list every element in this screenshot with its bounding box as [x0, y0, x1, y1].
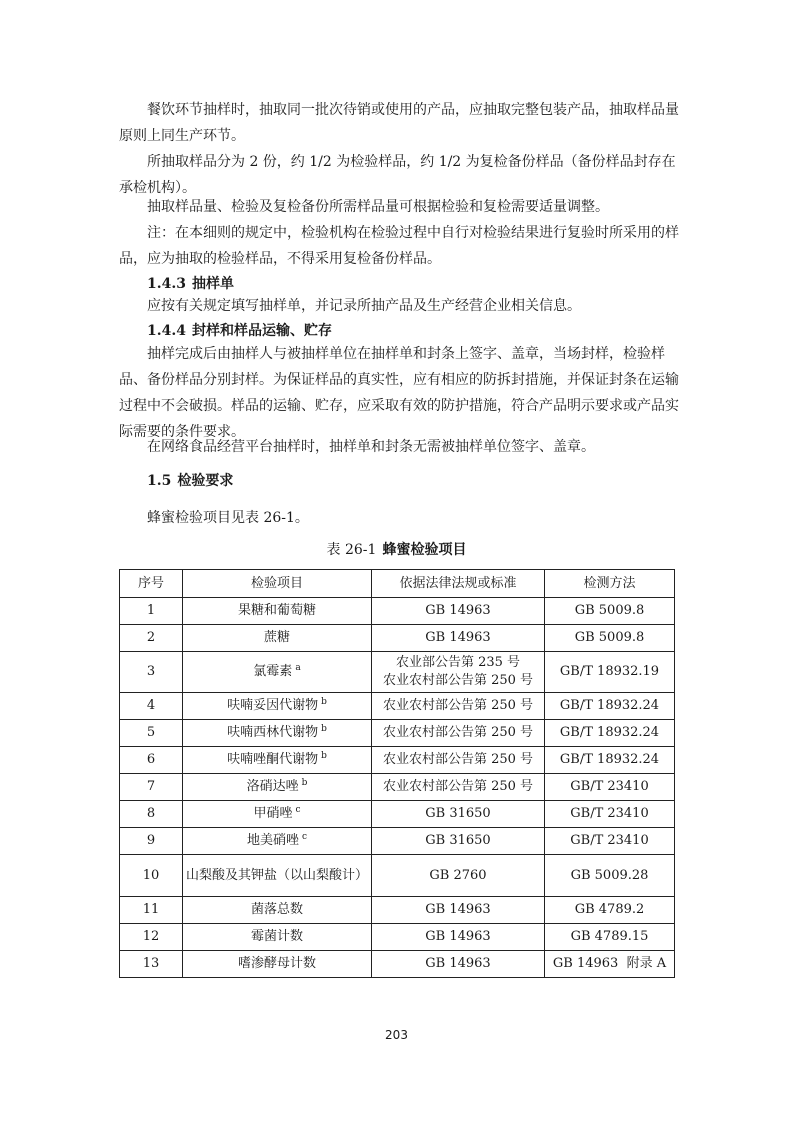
cell-item: [183, 598, 372, 625]
cell-item: [183, 855, 372, 897]
header-item: 检验项目: [183, 570, 372, 598]
table-row: [120, 855, 675, 897]
table-row: [120, 720, 675, 747]
cell-serial: 13: [120, 951, 183, 978]
cell-standard: [372, 598, 545, 625]
item-name: 洛硝达唑: [246, 779, 299, 794]
cell-standard: [372, 855, 545, 897]
cell-method: GB 5009.8: [545, 625, 675, 652]
standard-line: GB 2760: [429, 867, 487, 883]
cell-serial: 11: [120, 897, 183, 924]
cell-method: GB/T 18932.24: [545, 720, 675, 747]
header-standard: 依据法律法规或标准: [372, 570, 545, 598]
cell-method: GB/T 18932.19: [545, 652, 675, 693]
item-name: 霉菌计数: [250, 929, 303, 944]
cell-method: GB 4789.2: [545, 897, 675, 924]
section-title: 抽样单: [191, 276, 234, 292]
cell-method: GB 4789.15: [545, 924, 675, 951]
paragraph-catering-sampling: 餐饮环节抽样时，抽取同一批次待销或使用的产品，应抽取完整包装产品，抽取样品量原则上同生产环节。: [119, 102, 679, 144]
cell-method: GB/T 18932.24: [545, 693, 675, 720]
section-heading-1-5: [147, 468, 233, 494]
cell-item: [183, 801, 372, 828]
footnote-marker: a: [295, 663, 301, 673]
cell-standard: [372, 720, 545, 747]
table-row: [120, 693, 675, 720]
header-method: 检测方法: [545, 570, 675, 598]
section-number: 1.4.3: [147, 276, 186, 292]
cell-standard: [372, 693, 545, 720]
table-row: [120, 625, 675, 652]
cell-item: [183, 693, 372, 720]
standard-line: GB 14963: [425, 603, 491, 618]
table-row: [120, 828, 675, 855]
cell-method: GB/T 18932.24: [545, 747, 675, 774]
item-name: 嗜渗酵母计数: [237, 956, 316, 971]
section-number: 1.4.4: [147, 323, 186, 339]
paragraph-sealing-transport: 抽样完成后由抽样人与被抽样单位在抽样单和封条上签字、盖章，当场封样，检验样品、备份样品分别封样。为保证样品的真实性，应有相应的防拆封措施，并保证封条在运输过程中不会破损。样品的运输、贮存，应采取有效的防护措施，符合产品明示要求或产品实际需要的条件要求。: [119, 346, 679, 440]
cell-standard: [372, 951, 545, 978]
cell-serial: 6: [120, 747, 183, 774]
cell-item: [183, 652, 372, 693]
cell-serial: 12: [120, 924, 183, 951]
item-name: 果糖和葡萄糖: [237, 603, 316, 618]
cell-standard: [372, 625, 545, 652]
cell-standard: [372, 747, 545, 774]
standard-line: GB 31650: [425, 806, 491, 821]
header-serial: 序号: [120, 570, 183, 598]
item-name: 呋喃唑酮代谢物: [227, 752, 319, 767]
cell-method: GB/T 23410: [545, 774, 675, 801]
standard-line: 农业农村部公告第 250 号: [382, 779, 534, 794]
cell-serial: 9: [120, 828, 183, 855]
standard-line: GB 14963: [425, 956, 491, 971]
paragraph-table-reference: 蜂蜜检验项目见表 26-1。: [147, 510, 309, 526]
section-title: 检验要求: [177, 473, 234, 489]
table-row: [120, 774, 675, 801]
paragraph-sampling-form: 应按有关规定填写抽样单，并记录所抽产品及生产经营企业相关信息。: [147, 298, 581, 314]
standard-line: 农业部公告第 235 号: [395, 655, 521, 670]
item-name: 呋喃西林代谢物: [227, 725, 319, 740]
footnote-marker: c: [301, 832, 308, 842]
cell-serial: 4: [120, 693, 183, 720]
cell-standard: [372, 924, 545, 951]
paragraph-online-sampling: 在网络食品经营平台抽样时，抽样单和封条无需被抽样单位签字、盖章。: [147, 439, 595, 455]
table-row: [120, 747, 675, 774]
cell-standard: [372, 801, 545, 828]
table-caption: [0, 540, 793, 560]
item-name: 呋喃妥因代谢物: [227, 698, 319, 713]
cell-item: [183, 828, 372, 855]
cell-item: [183, 924, 372, 951]
standard-line: GB 31650: [425, 833, 491, 848]
item-name: 氯霉素: [253, 664, 293, 679]
section-number: 1.5: [147, 473, 172, 489]
cell-method: GB/T 23410: [545, 801, 675, 828]
cell-method: GB/T 23410: [545, 828, 675, 855]
table-caption-title: 蜂蜜检验项目: [382, 542, 467, 558]
table-row: [120, 652, 675, 693]
cell-serial: 3: [120, 652, 183, 693]
standard-line: GB 14963: [425, 929, 491, 944]
cell-item: [183, 897, 372, 924]
table-header-row: [120, 570, 675, 598]
cell-serial: 8: [120, 801, 183, 828]
paragraph-sample-quantity: 抽取样品量、检验及复检备份所需样品量可根据检验和复检需要适量调整。: [147, 199, 609, 215]
footnote-marker: b: [321, 724, 327, 734]
cell-standard: [372, 774, 545, 801]
cell-method: GB 14963 附录 A: [545, 951, 675, 978]
table-row: [120, 897, 675, 924]
cell-serial: 10: [120, 855, 183, 897]
cell-serial: 7: [120, 774, 183, 801]
cell-item: [183, 951, 372, 978]
standard-line: GB 14963: [425, 902, 491, 917]
paragraph-sample-split: 所抽取样品分为 2 份，约 1/2 为检验样品，约 1/2 为复检备份样品（备份样品封存在承检机构）。: [119, 154, 676, 196]
cell-standard: [372, 652, 545, 693]
table-row: [120, 801, 675, 828]
cell-item: [183, 720, 372, 747]
standard-line: GB 14963: [425, 630, 491, 645]
item-name: 山梨酸及其钾盐（以山梨酸计）: [186, 867, 369, 883]
item-name: 菌落总数: [250, 902, 303, 917]
cell-standard: [372, 897, 545, 924]
cell-method: GB 5009.8: [545, 598, 675, 625]
item-name: 地美硝唑: [246, 833, 299, 848]
cell-serial: 2: [120, 625, 183, 652]
page-number: 203: [385, 1028, 408, 1042]
cell-item: [183, 625, 372, 652]
footnote-marker: b: [301, 778, 308, 788]
standard-line: 农业农村部公告第 250 号: [382, 673, 534, 688]
footnote-marker: b: [321, 751, 327, 761]
item-name: 甲硝唑: [253, 806, 293, 821]
table-row: [120, 951, 675, 978]
cell-item: [183, 774, 372, 801]
cell-item: [183, 747, 372, 774]
section-title: 封样和样品运输、贮存: [191, 323, 332, 339]
inspection-items-table: [119, 569, 675, 978]
standard-line: 农业农村部公告第 250 号: [382, 725, 534, 740]
standard-line: 农业农村部公告第 250 号: [382, 698, 534, 713]
item-name: 蔗糖: [263, 630, 290, 645]
cell-method: GB 5009.28: [545, 855, 675, 897]
cell-standard: [372, 828, 545, 855]
footnote-marker: c: [295, 805, 301, 815]
footnote-marker: b: [321, 697, 327, 707]
table-caption-number: 表 26-1: [326, 542, 377, 558]
table-row: [120, 598, 675, 625]
cell-serial: 1: [120, 598, 183, 625]
paragraph-note: 注：在本细则的规定中，检验机构在检验过程中自行对检验结果进行复验时所采用的样品，应为抽取的检验样品，不得采用复检备份样品。: [119, 225, 679, 267]
cell-serial: 5: [120, 720, 183, 747]
table-row: [120, 924, 675, 951]
standard-line: 农业农村部公告第 250 号: [382, 752, 534, 767]
